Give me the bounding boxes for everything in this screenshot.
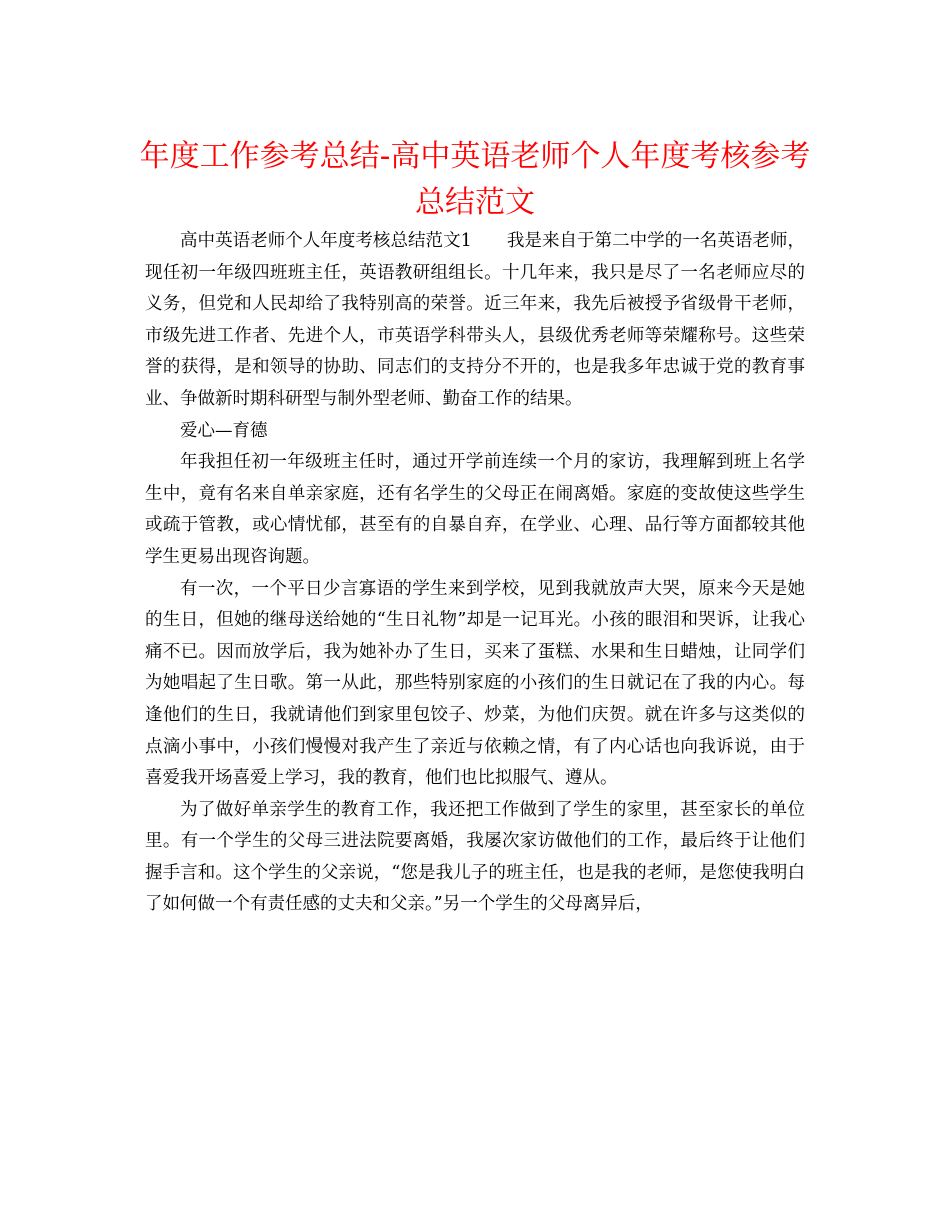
section-heading: 爱心—育德	[180, 420, 268, 441]
document-title: 年度工作参考总结-高中英语老师个人年度考核参考总结范文	[139, 139, 811, 220]
body-paragraph: 高中英语老师个人年度考核总结范文1 我是来自于第二中学的一名英语老师，现任初一年级四班班主任，英语教研组组长。十几年来，我只是尽了一名老师应尽的义务，但党和人民却给了我特别高的荣誉。近三年来，我先后被授予省级骨干老师，市级先进工作者、先进个人，市英语学科带头人，县级优秀老师等荣耀称号。这些荣誉的获得，是和领导的协助、同志们的支持分不开的，也是我多年忠诚于党的教育事业、争做新时期科研型与制外型老师、勤奋工作的结果。	[145, 231, 805, 409]
document-body	[145, 226, 805, 921]
body-paragraph: 有一次，一个平日少言寡语的学生来到学校，见到我就放声大哭，原来今天是她的生日，但她的继母送给她的“生日礼物”却是一记耳光。小孩的眼泪和哭诉，让我心痛不已。因而放学后，我为她补办了生日，买来了蛋糕、水果和生日蜡烛，让同学们为她唱起了生日歌。第一从此，那些特别家庭的小孩们的生日就记在了我的内心。每逢他们的生日，我就请他们到家里包饺子、炒菜，为他们庆贺。就在许多与这类似的点滴小事中，小孩们慢慢对我产生了亲近与依赖之情，有了内心话也向我诉说，由于喜爱我开场喜爱上学习，我的教育，他们也比拟服气、遵从。	[145, 578, 805, 789]
body-paragraph: 年我担任初一年级班主任时，通过开学前连续一个月的家访，我理解到班上名学生中，竟有名来自单亲家庭，还有名学生的父母正在闹离婚。家庭的变故使这些学生或疏于管教，或心情忧郁，甚至有的自暴自弃，在学业、心理、品行等方面都较其他学生更易出现咨询题。	[145, 452, 805, 567]
body-paragraph: 为了做好单亲学生的教育工作，我还把工作做到了学生的家里，甚至家长的单位里。有一个学生的父母三进法院要离婚，我屡次家访做他们的工作，最后终于让他们握手言和。这个学生的父亲说，“您是我儿子的班主任，也是我的老师，是您使我明白了如何做一个有责任感的丈夫和父亲。”另一个学生的父母离异后，	[145, 799, 805, 915]
